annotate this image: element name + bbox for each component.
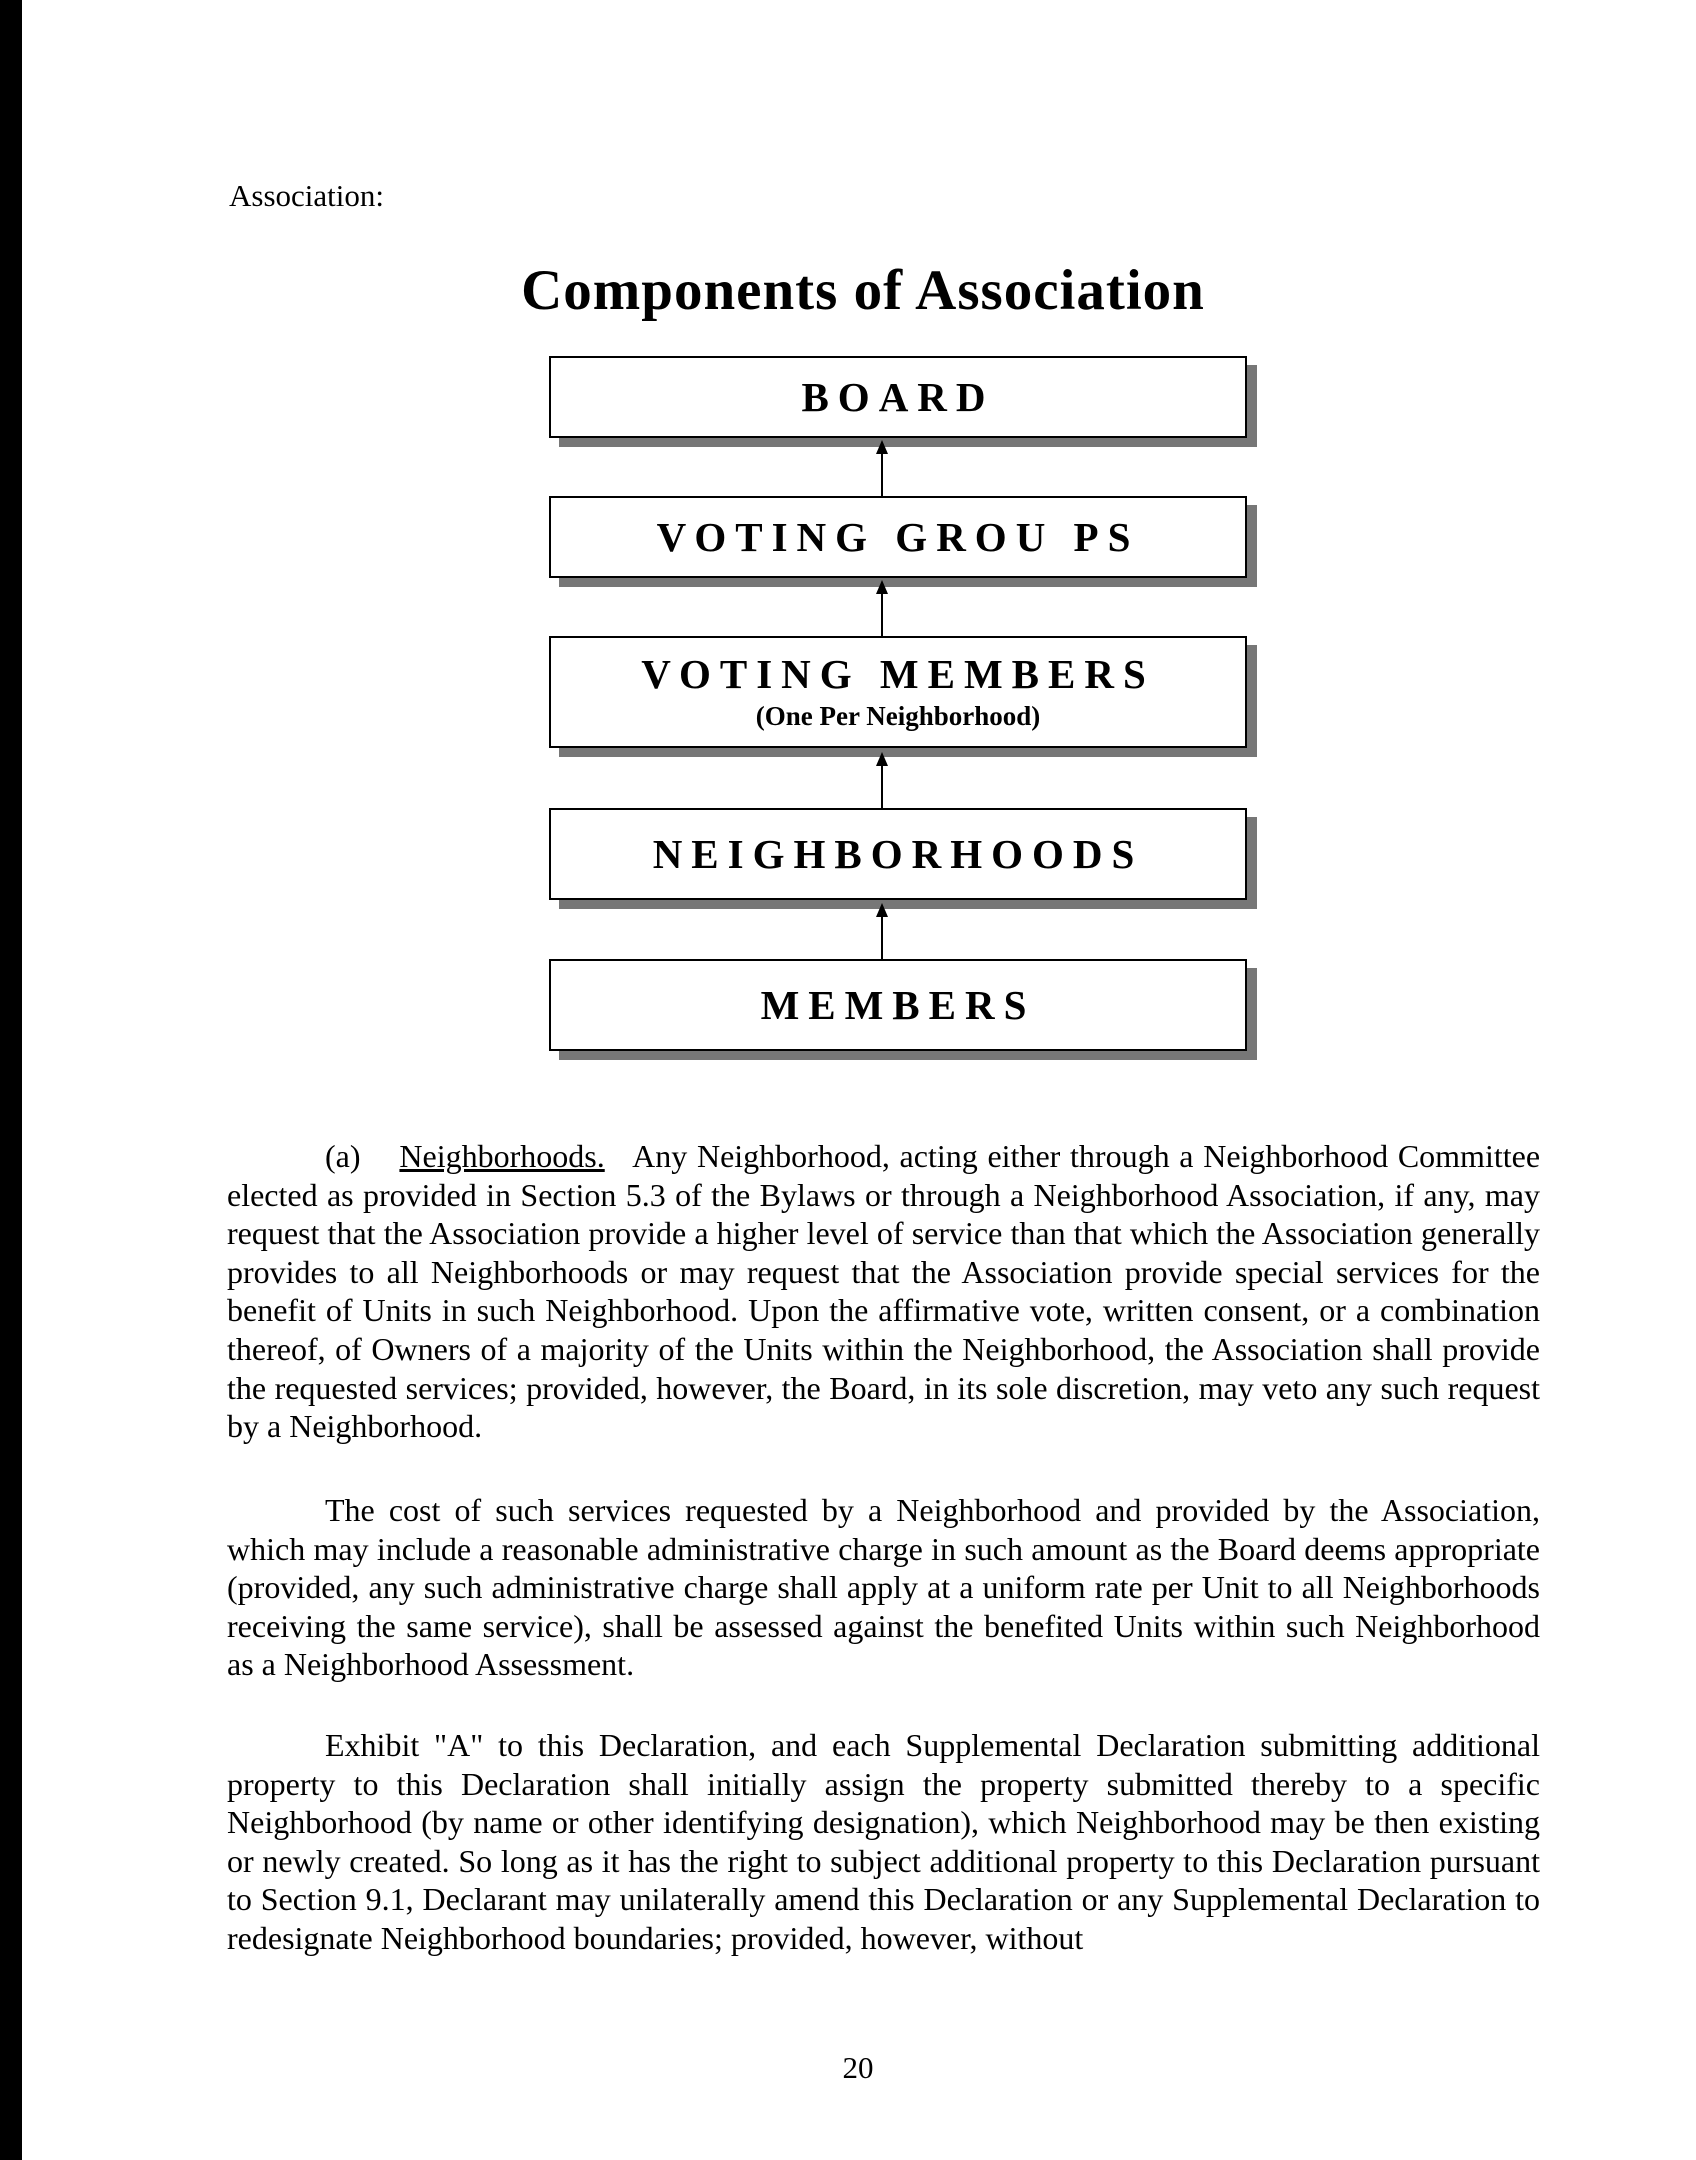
chart-title: Components of Association <box>521 259 1205 322</box>
scan-edge <box>0 0 22 2160</box>
page-number: 20 <box>842 2050 874 2085</box>
para1-text: Any Neighborhood, acting either through a Neighborhood Committee elected as provided in Section 5.3 of the Bylaws or through a Neighborhood Association, if any, may request that the Association provide a higher level of service than that which the Association generally provides to all Neighborhoods or may request that the Association provide special services for the benefit of Units in such Neighborhood. Upon the affirmative vote, written consent, or a combination thereof, of Owners of a majority of the Units within the Neighborhood, the Association shall provide the requested services; provided, however, the Board, in its sole discretion, may veto any such request by a Neighborhood. <box>227 1138 1541 1445</box>
voting-groups-box <box>549 496 1247 578</box>
arrow-up-icon <box>870 440 894 496</box>
lead-text: Association: <box>229 178 384 213</box>
para2-text: The cost of such services requested by a Neighborhood and provided by the Association, which may include a reasonable administrative charge in such amount as the Board deems appropriate (provided, any such administrative charge shall apply at a uniform rate per Unit to all Neighborhoods receiving the same service), shall be assessed against the benefited Units within such Neighborhood as a Neighborhood Assessment. <box>227 1492 1540 1683</box>
neighborhoods-label: NEIGHBORHOODS <box>652 830 1144 877</box>
para1-marker: (a) <box>325 1138 361 1174</box>
voting-members-box <box>549 636 1247 748</box>
arrow-up-icon <box>870 903 894 959</box>
voting-groups-label: VOTING GROU PS <box>656 513 1140 560</box>
members-box <box>549 959 1247 1051</box>
arrow-up-icon <box>870 580 894 636</box>
arrow-up-icon <box>870 752 894 808</box>
members-label: MEMBERS <box>760 981 1036 1028</box>
board-label: BOARD <box>801 373 995 420</box>
para1-heading: Neighborhoods. <box>399 1138 605 1174</box>
paragraph-neighborhoods <box>227 1137 1540 1446</box>
paragraph-exhibit <box>227 1726 1540 1958</box>
paragraph-cost <box>227 1491 1540 1684</box>
neighborhoods-box <box>549 808 1247 900</box>
para3-text: Exhibit "A" to this Declaration, and each Supplemental Declaration submitting additional property to this Declaration shall initially assign the property submitted thereby to a specific Neighborhood (by name or other identifying designation), which Neighborhood may be then existing or newly created. So long as it has the right to subject additional property to this Declaration pursuant to Section 9.1, Declarant may unilaterally amend this Declaration or any Supplemental Declaration to redesignate Neighborhood boundaries; provided, however, without <box>227 1727 1540 1956</box>
voting-members-sublabel: (One Per Neighborhood) <box>755 701 1041 731</box>
board-box <box>549 356 1247 438</box>
voting-members-label: VOTING MEMBERS <box>641 651 1155 697</box>
